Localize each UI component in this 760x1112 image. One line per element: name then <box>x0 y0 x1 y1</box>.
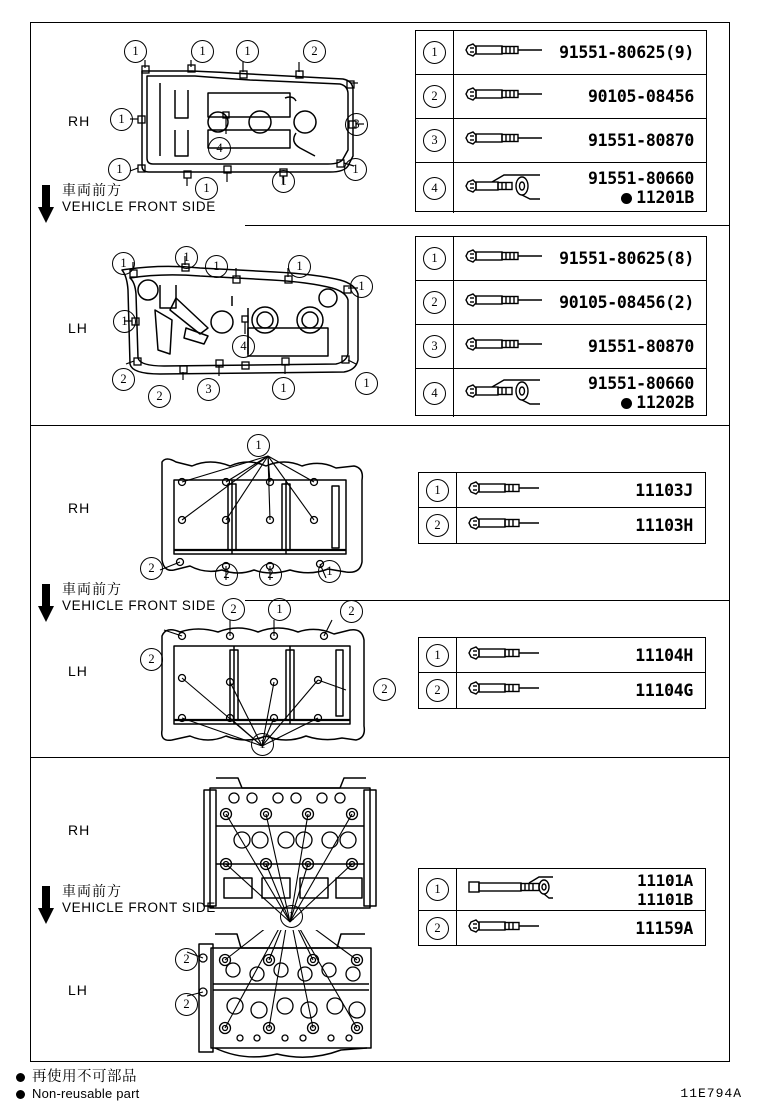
table-row[interactable] <box>419 473 705 508</box>
side-label-rh-3: RH <box>68 822 91 838</box>
front-side-label-jp: 車両前方 <box>62 582 122 598</box>
callout-bubble: 4 <box>208 137 231 160</box>
part-number-nonreusable: 11201B <box>621 188 694 207</box>
side-label-rh-2: RH <box>68 500 91 516</box>
row-ref: 2 <box>419 508 457 543</box>
row-ref: 1 <box>419 869 457 910</box>
side-label-rh-1: RH <box>68 113 91 129</box>
callout-bubble: 2 <box>303 40 326 63</box>
callout-bubble: 2 <box>340 600 363 623</box>
row-ref: 4 <box>416 163 454 213</box>
row-ref: 3 <box>416 325 454 368</box>
front-side-label-jp: 車両前方 <box>62 884 122 900</box>
callout-bubble: 1 <box>191 40 214 63</box>
cylinder-block-lh-diagram <box>150 612 390 752</box>
part-number: 11101A <box>637 870 693 890</box>
table-row[interactable] <box>416 119 706 163</box>
callout-bubble: 1 <box>251 733 274 756</box>
table-row[interactable] <box>416 163 706 213</box>
callout-bubble: 2 <box>140 648 163 671</box>
section-divider-2 <box>30 757 730 758</box>
cylinder-head-rh-diagram <box>190 768 390 928</box>
row-ref: 2 <box>416 75 454 118</box>
front-side-label-en: VEHICLE FRONT SIDE <box>62 598 216 614</box>
bolt-icon <box>467 644 539 667</box>
bolt-with-washer-icon <box>467 871 553 908</box>
callout-bubble: 2 <box>148 385 171 408</box>
parts-table-cylinder-block-lh <box>418 637 706 709</box>
part-number: 91551-80625(8) <box>559 249 694 268</box>
part-number: 11101B <box>637 889 693 909</box>
callout-bubble: 1 <box>272 170 295 193</box>
bolt-icon <box>464 40 542 65</box>
table-row[interactable] <box>419 911 705 945</box>
callout-bubble: 2 <box>373 678 396 701</box>
table-row[interactable] <box>419 638 705 673</box>
callout-bubble: 1 <box>272 377 295 400</box>
bolt-icon <box>464 334 542 359</box>
subsection-divider-1 <box>245 225 730 226</box>
side-label-lh-2: LH <box>68 663 88 679</box>
bolt-icon <box>467 917 539 940</box>
part-number: 11159A <box>635 918 693 938</box>
bolt-icon <box>467 479 539 502</box>
part-number: 91551-80870 <box>588 131 694 150</box>
row-ref: 4 <box>416 369 454 417</box>
cylinder-head-lh-diagram <box>185 930 390 1065</box>
callout-bubble: 1 <box>268 598 291 621</box>
row-ref: 1 <box>419 638 457 672</box>
callout-bubble: 2 <box>259 563 282 586</box>
note-nonreusable-en: Non-reusable part <box>16 1086 139 1102</box>
parts-table-cylinder-head <box>418 868 706 946</box>
figure-code: 11E794A <box>680 1086 742 1101</box>
bolt-icon <box>464 84 542 109</box>
part-number-nonreusable: 11202B <box>621 393 694 412</box>
subsection-divider-2 <box>245 600 730 601</box>
bolt-with-washer-icon <box>464 374 540 413</box>
callout-bubble: 1 <box>350 275 373 298</box>
down-arrow-icon <box>38 886 54 926</box>
part-number: 11104G <box>635 681 693 700</box>
part-number: 91551-80625(9) <box>559 43 694 62</box>
bolt-icon <box>464 246 542 271</box>
part-number: 91551-80660 <box>588 169 694 188</box>
row-ref: 2 <box>419 911 457 945</box>
callout-bubble: 1 <box>280 905 303 928</box>
row-ref: 2 <box>416 281 454 324</box>
nonreusable-dot-icon <box>621 398 632 409</box>
filled-circle-icon <box>16 1090 25 1099</box>
parts-table-cylinder-head-cover-lh <box>415 236 707 416</box>
bolt-icon <box>467 679 539 702</box>
callout-bubble: 1 <box>288 255 311 278</box>
table-row[interactable] <box>416 75 706 119</box>
front-side-label-en: VEHICLE FRONT SIDE <box>62 199 216 215</box>
table-row[interactable] <box>416 325 706 369</box>
part-number: 91551-80660 <box>588 374 694 393</box>
callout-bubble: 1 <box>110 108 133 131</box>
callout-bubble: 1 <box>124 40 147 63</box>
callout-bubble: 2 <box>215 563 238 586</box>
filled-circle-icon <box>16 1073 25 1082</box>
bolt-with-washer-icon <box>464 169 540 208</box>
table-row[interactable] <box>419 508 705 543</box>
table-row[interactable] <box>416 237 706 281</box>
vehicle-front-side-marker-3 <box>38 884 216 926</box>
footer-notes <box>16 1068 139 1102</box>
part-number: 11104H <box>635 645 693 665</box>
callout-bubble: 3 <box>197 378 220 401</box>
row-ref: 1 <box>419 473 457 507</box>
callout-bubble: 1 <box>247 434 270 457</box>
callout-bubble: 1 <box>112 252 135 275</box>
vehicle-front-side-marker-1 <box>38 183 216 225</box>
down-arrow-icon <box>38 185 54 225</box>
table-row[interactable] <box>416 281 706 325</box>
table-row[interactable] <box>416 31 706 75</box>
callout-bubble: 3 <box>345 113 368 136</box>
table-row[interactable] <box>416 369 706 417</box>
part-number: 11103J <box>635 480 693 500</box>
callout-bubble: 2 <box>175 993 198 1016</box>
bolt-icon <box>467 514 539 537</box>
callout-bubble: 1 <box>113 310 136 333</box>
parts-table-cylinder-head-cover-rh <box>415 30 707 212</box>
callout-bubble: 2 <box>175 948 198 971</box>
callout-bubble: 1 <box>236 40 259 63</box>
callout-bubble: 2 <box>222 598 245 621</box>
bolt-icon <box>464 128 542 153</box>
section-divider-1 <box>30 425 730 426</box>
callout-bubble: 2 <box>140 557 163 580</box>
row-ref: 1 <box>416 31 454 74</box>
row-ref: 2 <box>419 673 457 708</box>
side-label-lh-1: LH <box>68 320 88 336</box>
cylinder-head-cover-lh-diagram <box>100 250 390 410</box>
callout-bubble: 1 <box>344 158 367 181</box>
parts-table-cylinder-block-rh <box>418 472 706 544</box>
bolt-icon <box>464 290 542 315</box>
callout-bubble: 1 <box>205 255 228 278</box>
note-nonreusable-jp: 再使用不可部品 <box>16 1068 139 1086</box>
callout-bubble: 1 <box>355 372 378 395</box>
part-number: 90105-08456(2) <box>559 293 694 312</box>
part-number: 90105-08456 <box>588 87 694 106</box>
down-arrow-icon <box>38 584 54 624</box>
callout-bubble: 1 <box>318 560 341 583</box>
row-ref: 1 <box>416 237 454 280</box>
callout-bubble: 1 <box>175 246 198 269</box>
front-side-label-jp: 車両前方 <box>62 183 122 199</box>
nonreusable-dot-icon <box>621 193 632 204</box>
callout-bubble: 1 <box>195 177 218 200</box>
row-ref: 3 <box>416 119 454 162</box>
part-number: 11103H <box>635 516 693 535</box>
callout-bubble: 4 <box>232 335 255 358</box>
table-row[interactable] <box>419 673 705 708</box>
callout-bubble: 1 <box>108 158 131 181</box>
front-side-label-en: VEHICLE FRONT SIDE <box>62 900 216 916</box>
side-label-lh-3: LH <box>68 982 88 998</box>
part-number: 91551-80870 <box>588 337 694 356</box>
callout-bubble: 2 <box>112 368 135 391</box>
table-row[interactable] <box>419 869 705 911</box>
